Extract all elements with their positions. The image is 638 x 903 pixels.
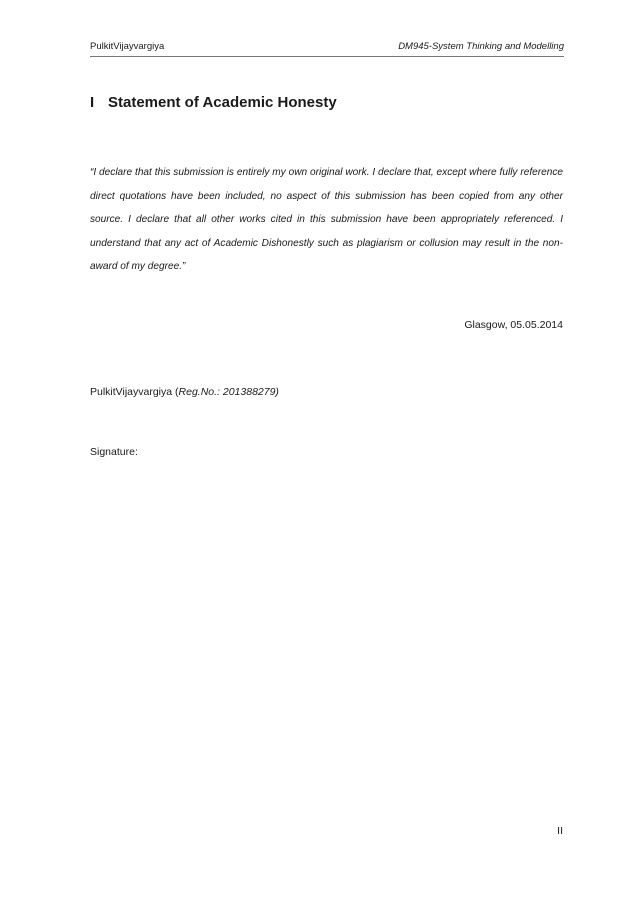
header-author: PulkitVijayvargiya <box>90 41 165 52</box>
declaration-paragraph: “I declare that this submission is entirely my own original work. I declare that, except where fully reference direct quotations have been included, no aspect of this submission has been copied from any other source. I declare that all other works cited in this submission have been appropriately referenced. I understand that any act of Academic Dishonestly such as plagiarism or collusion may result in the non-award of my degree.” <box>90 167 563 273</box>
section-number: I <box>90 94 95 111</box>
place-and-date: Glasgow, 05.05.2014 <box>464 319 563 331</box>
header-course-title: DM945-System Thinking and Modelling <box>398 41 564 52</box>
section-heading <box>90 93 337 113</box>
registration-number: Reg.No.: 201388279) <box>178 386 279 398</box>
author-name: PulkitVijayvargiya <box>90 386 173 398</box>
reg-open-paren: ( <box>175 386 179 398</box>
section-title: Statement of Academic Honesty <box>108 94 337 111</box>
page-number: II <box>557 825 563 837</box>
running-header <box>90 40 564 57</box>
author-line <box>90 385 279 399</box>
signature-label: Signature: <box>90 446 138 458</box>
